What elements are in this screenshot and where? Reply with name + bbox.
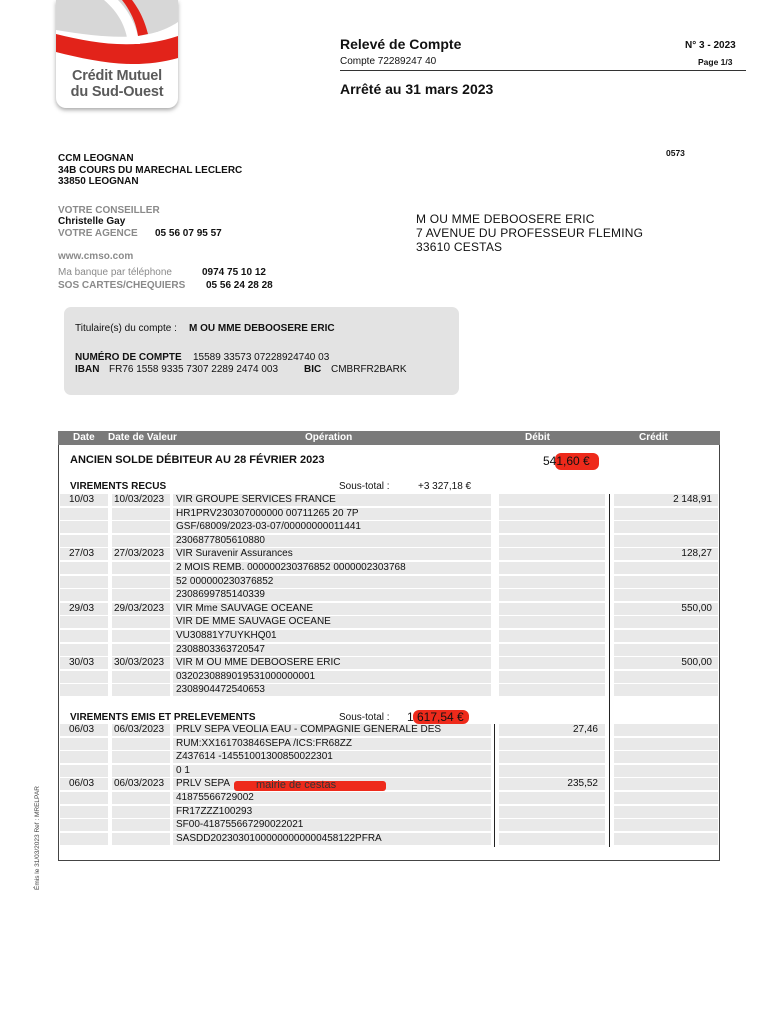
row-shade (60, 576, 108, 588)
row-shade (112, 521, 170, 533)
row-shade (112, 616, 170, 628)
sec2-subtotal-label: Sous-total : (339, 712, 390, 723)
row-shade (614, 644, 718, 656)
col-debit: Débit (525, 432, 550, 443)
row-shade (499, 521, 605, 533)
row-shade (614, 576, 718, 588)
row-shade (614, 671, 718, 683)
row-shade (60, 535, 108, 547)
row-operation: VIR DE MME SAUVAGE OCEANE (176, 616, 331, 628)
bic-label: BIC (304, 364, 322, 375)
row-shade (60, 765, 108, 777)
row-shade (112, 792, 170, 804)
col-value-date: Date de Valeur (108, 432, 177, 443)
row-operation: 0 1 (176, 764, 190, 776)
row-credit: 2 148,91 (673, 494, 712, 505)
row-credit: 550,00 (681, 602, 712, 614)
row-shade (614, 792, 718, 804)
row-debit: 235,52 (567, 778, 598, 790)
redacted-text: mairie de cestas (256, 779, 337, 791)
row-shade (614, 806, 718, 818)
row-shade (499, 494, 605, 506)
row-operation: VIR Mme SAUVAGE OCEANE (176, 602, 314, 614)
branch-city: 33850 LEOGNAN (58, 176, 139, 187)
row-operation: GSF/68009/2023-03-07/00000000011441 (176, 521, 361, 533)
row-credit: 128,27 (681, 548, 712, 560)
row-shade (60, 806, 108, 818)
row-shade (499, 819, 605, 831)
row-shade (614, 508, 718, 520)
row-shade (499, 657, 605, 669)
sec2-subtotal: 1 617,54 € (407, 710, 464, 724)
row-shade (112, 765, 170, 777)
page-number: Page 1/3 (698, 57, 733, 67)
row-operation: 2308803363720547 (176, 643, 265, 655)
section-received-transfers: VIREMENTS RECUS (70, 481, 167, 492)
customer-city: 33610 CESTAS (416, 240, 503, 254)
row-shade (60, 616, 108, 628)
statement-title: Relevé de Compte (340, 36, 462, 52)
advisor-name: Christelle Gay (58, 216, 126, 227)
row-shade (499, 684, 605, 696)
row-operation: 2308699785140339 (176, 589, 265, 601)
row-shade (499, 765, 605, 777)
account-info-box (64, 307, 459, 395)
row-shade (499, 548, 605, 560)
account-number-label: NUMÉRO DE COMPTE (75, 352, 182, 363)
row-operation: 2308904472540653 (176, 684, 265, 696)
row-shade (112, 751, 170, 763)
row-operation: VIR M OU MME DEBOOSERE ERIC (176, 657, 341, 669)
row-shade (614, 562, 718, 574)
row-shade (499, 792, 605, 804)
iban-value: FR76 1558 9335 7307 2289 2474 003 (109, 364, 279, 375)
row-value-date: 30/03/2023 (114, 657, 165, 669)
row-operation: HR1PRV230307000000 00711265 20 7P (176, 507, 359, 519)
bic-value: CMBRFR2BARK (331, 364, 407, 375)
row-debit: 27,46 (572, 724, 598, 735)
opening-balance-label: ANCIEN SOLDE DÉBITEUR AU 28 FÉVRIER 2023 (70, 454, 325, 466)
customer-name: M OU MME DEBOOSERE ERIC (416, 212, 595, 226)
row-shade (60, 819, 108, 831)
row-date: 27/03 (69, 548, 95, 560)
account-number: 15589 33573 07228924740 03 (193, 352, 330, 363)
row-shade (499, 603, 605, 615)
branch-code: 0573 (666, 148, 685, 158)
statement-number: N° 3 - 2023 (685, 40, 736, 51)
row-shade (60, 521, 108, 533)
row-shade (614, 535, 718, 547)
row-value-date: 06/03/2023 (114, 724, 165, 735)
row-shade (173, 765, 491, 777)
row-shade (112, 806, 170, 818)
row-shade (499, 644, 605, 656)
row-shade (112, 738, 170, 750)
row-shade (499, 751, 605, 763)
account-reference: Compte 72289247 40 (340, 56, 437, 67)
side-reference: Émis le 31/03/2023 Ref : MRELPAR (34, 786, 41, 890)
sos-phone: 05 56 24 28 28 (206, 280, 273, 291)
row-shade (112, 644, 170, 656)
holder-label: Titulaire(s) du compte : (75, 323, 177, 334)
row-shade (60, 833, 108, 845)
row-shade (499, 806, 605, 818)
row-shade (112, 684, 170, 696)
opening-balance-amount: 541,60 € (543, 454, 590, 468)
row-value-date: 06/03/2023 (114, 778, 165, 790)
column-divider (494, 724, 495, 847)
row-shade (614, 778, 718, 790)
row-shade (614, 751, 718, 763)
row-shade (499, 671, 605, 683)
row-shade (60, 589, 108, 601)
phone-bank-number: 0974 75 10 12 (202, 267, 266, 278)
holder-name: M OU MME DEBOOSERE ERIC (189, 323, 335, 334)
header-divider (340, 70, 746, 71)
sec1-subtotal-label: Sous-total : (339, 481, 390, 492)
row-shade (499, 508, 605, 520)
row-operation: VU30881Y7UYKHQ01 (176, 630, 277, 641)
sec1-subtotal: +3 327,18 € (418, 481, 472, 492)
row-shade (60, 738, 108, 750)
iban-label: IBAN (75, 364, 100, 375)
row-shade (614, 589, 718, 601)
row-shade (614, 833, 718, 845)
row-value-date: 29/03/2023 (114, 602, 165, 614)
row-shade (112, 576, 170, 588)
row-operation: 41875566729002 (176, 792, 254, 803)
row-operation: RUM:XX161703846SEPA /ICS:FR68ZZ (176, 737, 353, 749)
row-date: 29/03 (69, 602, 95, 614)
row-shade (499, 576, 605, 588)
row-shade (60, 684, 108, 696)
row-operation: 2306877805610880 (176, 534, 265, 546)
section-issued-transfers: VIREMENTS EMIS ET PRELEVEMENTS (70, 712, 256, 723)
row-date: 30/03 (69, 657, 95, 669)
row-shade (60, 630, 108, 642)
row-operation: SF00-418755667290022021 (176, 819, 304, 831)
row-shade (112, 589, 170, 601)
row-operation: FR17ZZZ100293 (176, 805, 253, 817)
row-value-date: 27/03/2023 (114, 548, 165, 560)
row-date: 10/03 (69, 494, 95, 505)
row-shade (499, 630, 605, 642)
agency-phone: 05 56 07 95 57 (155, 228, 222, 239)
row-operation: 2 MOIS REMB. 000000230376852 0000002303768 (176, 562, 406, 573)
row-shade (60, 792, 108, 804)
row-shade (60, 644, 108, 656)
row-value-date: 10/03/2023 (114, 494, 165, 505)
row-shade (499, 589, 605, 601)
bank-website: www.cmso.com (58, 251, 134, 262)
agency-label: VOTRE AGENCE (58, 228, 138, 239)
row-credit: 500,00 (681, 657, 712, 669)
row-operation: PRLV SEPA (176, 778, 231, 790)
branch-name: CCM LEOGNAN (58, 153, 134, 164)
row-shade (614, 724, 718, 736)
row-shade (614, 630, 718, 642)
row-shade (112, 833, 170, 845)
bank-logo (56, 0, 178, 108)
logo-mark-icon (56, 0, 178, 70)
row-shade (60, 751, 108, 763)
row-operation: SASDD20230301000000000000458122PFRA (176, 832, 382, 844)
row-shade (60, 508, 108, 520)
advisor-label: VOTRE CONSEILLER (58, 205, 160, 216)
table-header (58, 431, 720, 445)
row-shade (499, 562, 605, 574)
row-shade (112, 630, 170, 642)
row-shade (499, 738, 605, 750)
col-date: Date (73, 432, 95, 443)
row-shade (112, 508, 170, 520)
customer-street: 7 AVENUE DU PROFESSEUR FLEMING (416, 226, 644, 240)
col-operation: Opération (305, 432, 353, 443)
row-date: 06/03 (69, 778, 95, 790)
row-operation: 52 000000230376852 (176, 575, 274, 587)
row-shade (614, 738, 718, 750)
col-credit: Crédit (639, 432, 668, 443)
customer-address (416, 212, 643, 254)
row-operation: PRLV SEPA VEOLIA EAU - COMPAGNIE GENERALE DES (176, 724, 442, 735)
branch-address (58, 153, 242, 188)
row-shade (499, 535, 605, 547)
row-shade (614, 765, 718, 777)
row-shade (614, 616, 718, 628)
sos-label: SOS CARTES/CHEQUIERS (58, 280, 186, 291)
logo-line-2: du Sud-Ouest (70, 84, 164, 100)
row-shade (614, 684, 718, 696)
phone-bank-label: Ma banque par téléphone (58, 267, 172, 278)
row-shade (614, 521, 718, 533)
statement-date: Arrêté au 31 mars 2023 (340, 81, 494, 97)
row-shade (112, 535, 170, 547)
row-shade (614, 819, 718, 831)
row-shade (112, 671, 170, 683)
row-date: 06/03 (69, 724, 95, 735)
row-operation: 0320230889019531000000001 (176, 670, 316, 682)
row-shade (112, 562, 170, 574)
row-shade (499, 616, 605, 628)
row-shade (60, 671, 108, 683)
branch-street: 34B COURS DU MARECHAL LECLERC (58, 164, 243, 176)
row-operation: VIR Suravenir Assurances (176, 548, 293, 560)
row-operation: Z437614 -14551001300850022301 (176, 751, 333, 763)
row-operation: VIR GROUPE SERVICES FRANCE (176, 494, 336, 505)
logo-line-1: Crédit Mutuel (71, 68, 163, 84)
row-shade (60, 562, 108, 574)
row-shade (112, 819, 170, 831)
row-shade (499, 833, 605, 845)
column-divider (609, 494, 610, 847)
